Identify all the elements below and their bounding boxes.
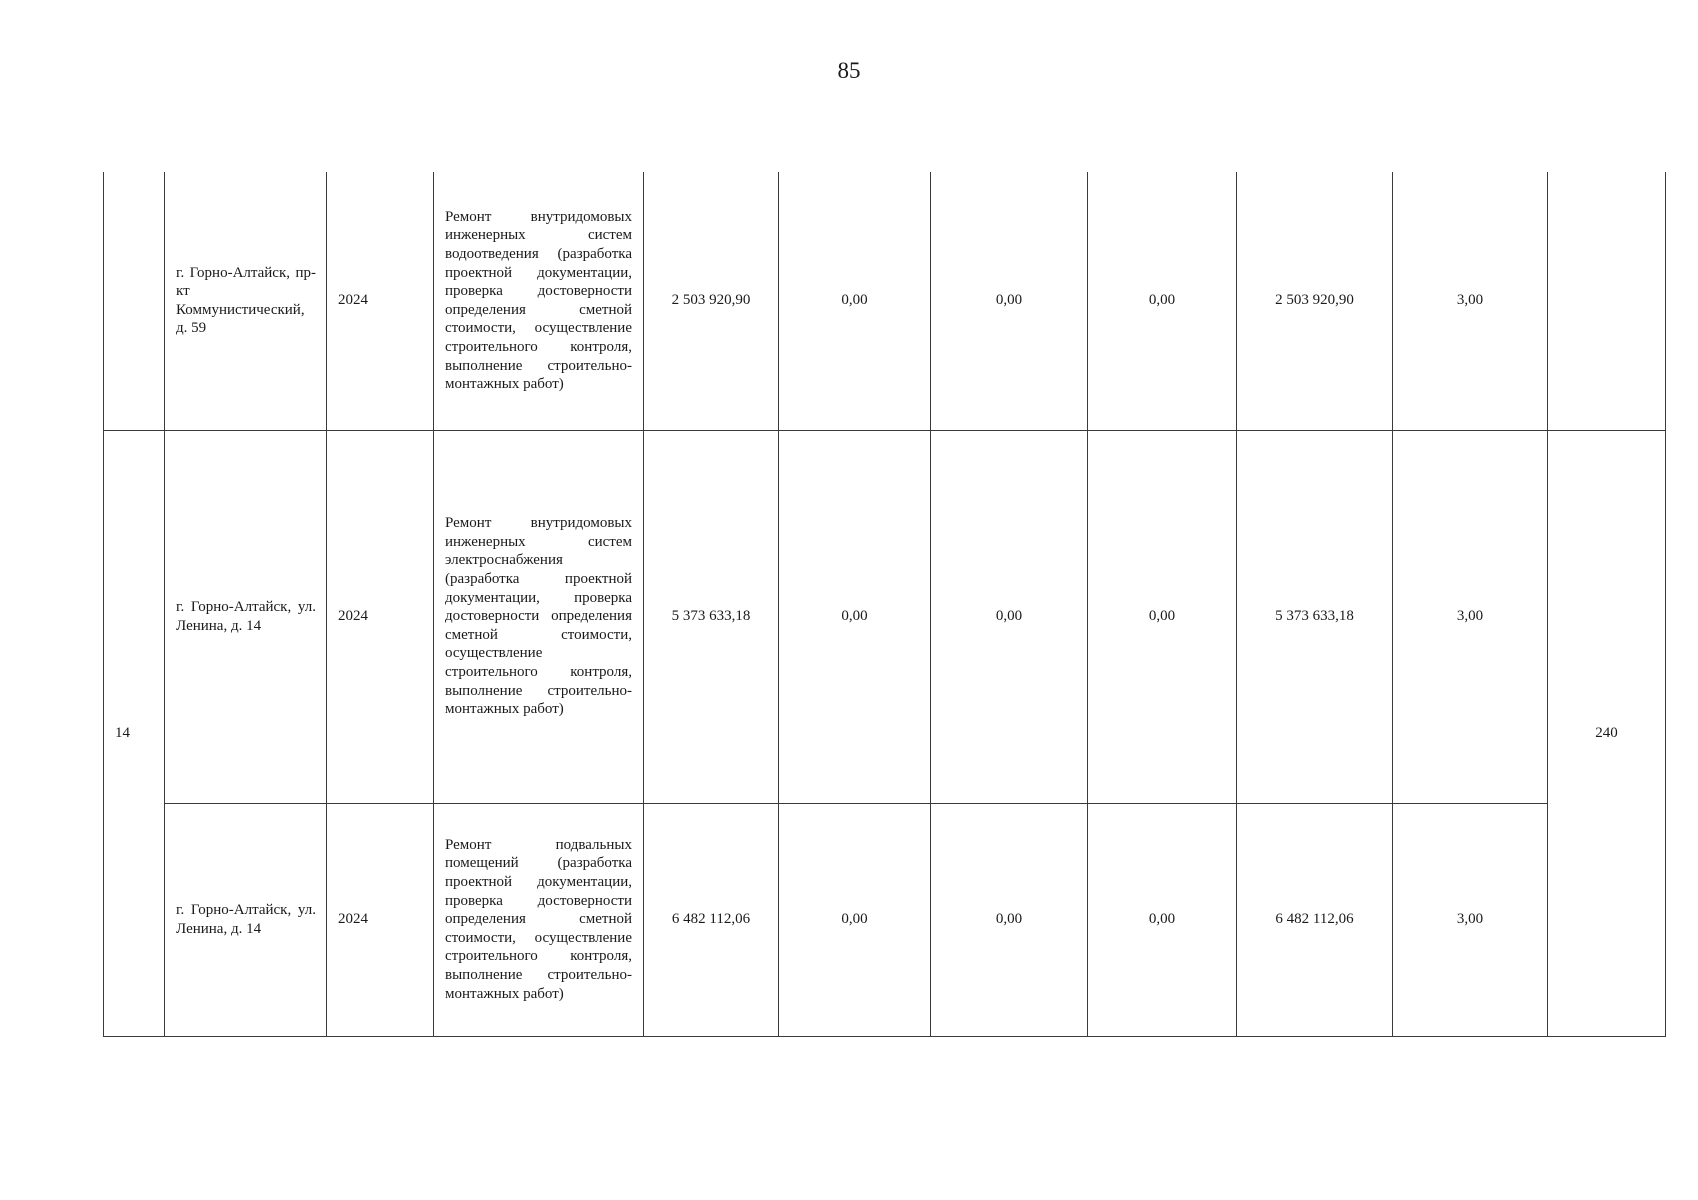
table-row <box>104 803 1666 1036</box>
fund-b-cell: 0,00 <box>931 803 1088 1036</box>
work-description-cell: Ремонт подвальных помещений (разработка проектной документации, проверка достоверности определения сметной стоимости, осуществление строительного контроля, выполнение строительно-монтажных работ) <box>434 803 644 1036</box>
address-cell: г. Горно-Алтайск, ул. Ленина, д. 14 <box>165 430 327 803</box>
group-number-cell: 14 <box>104 430 165 1036</box>
fund-b-cell: 0,00 <box>931 430 1088 803</box>
rate-cell: 3,00 <box>1393 803 1548 1036</box>
rate-cell: 3,00 <box>1393 430 1548 803</box>
fund-d-cell: 6 482 112,06 <box>1237 803 1393 1036</box>
fund-b-cell: 0,00 <box>931 172 1088 430</box>
table-row <box>104 172 1666 430</box>
page-number: 85 <box>837 58 861 83</box>
term-cell <box>1548 172 1666 430</box>
year-cell: 2024 <box>327 430 434 803</box>
fund-a-cell: 0,00 <box>779 172 931 430</box>
fund-c-cell: 0,00 <box>1088 172 1237 430</box>
group-term-cell: 240 <box>1548 430 1666 1036</box>
work-description-cell: Ремонт внутридомовых инженерных систем электроснабжения (разработка проектной документации, проверка достоверности определения сметной стоимости, осуществление строительного контроля, выполнение строительно-монтажных работ) <box>434 430 644 803</box>
total-cost-cell: 6 482 112,06 <box>644 803 779 1036</box>
rate-cell: 3,00 <box>1393 172 1548 430</box>
total-cost-cell: 5 373 633,18 <box>644 430 779 803</box>
works-table <box>103 172 1666 1037</box>
year-cell: 2024 <box>327 803 434 1036</box>
fund-a-cell: 0,00 <box>779 803 931 1036</box>
address-cell: г. Горно-Алтайск, пр-кт Коммунистический, д. 59 <box>165 172 327 430</box>
fund-d-cell: 5 373 633,18 <box>1237 430 1393 803</box>
row-number-cell <box>104 172 165 430</box>
fund-d-cell: 2 503 920,90 <box>1237 172 1393 430</box>
fund-a-cell: 0,00 <box>779 430 931 803</box>
fund-c-cell: 0,00 <box>1088 803 1237 1036</box>
work-description-cell: Ремонт внутридомовых инженерных систем водоотведения (разработка проектной документации, проверка достоверности определения сметной стоимости, осуществление строительного контроля, выполнение строительно-монтажных работ) <box>434 172 644 430</box>
address-cell: г. Горно-Алтайск, ул. Ленина, д. 14 <box>165 803 327 1036</box>
table-row <box>104 430 1666 803</box>
fund-c-cell: 0,00 <box>1088 430 1237 803</box>
total-cost-cell: 2 503 920,90 <box>644 172 779 430</box>
year-cell: 2024 <box>327 172 434 430</box>
